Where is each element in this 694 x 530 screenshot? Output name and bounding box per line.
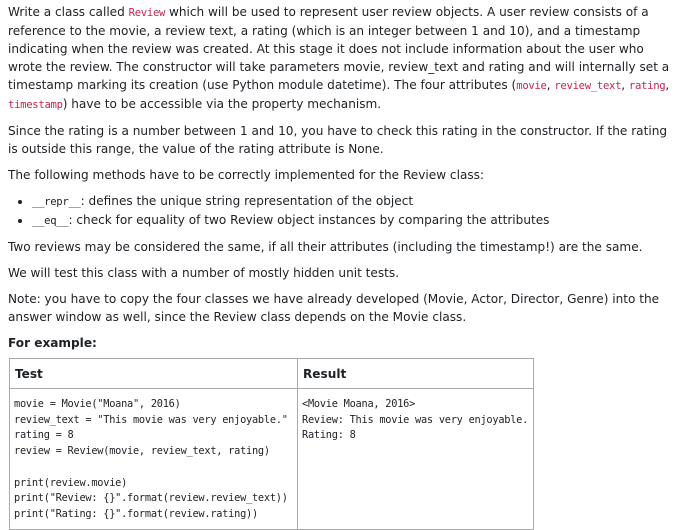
table-row xyxy=(10,389,534,530)
separator: , xyxy=(621,78,629,92)
example-heading: For example: xyxy=(8,336,97,350)
method-name: __repr__ xyxy=(32,196,81,208)
class-name-code: Review xyxy=(128,7,166,19)
intro-paragraph xyxy=(8,3,670,114)
intro-text: Write a class called xyxy=(8,5,129,19)
attr-review-text-code: review_text xyxy=(554,80,622,92)
note-paragraph: Note: you have to copy the four classes we have already developed (Movie, Actor, Director, Genre) into the answer window as well, since the Review class depends on the Movie class. xyxy=(8,292,660,324)
method-name: __eq__ xyxy=(32,215,69,227)
attr-rating-code: rating xyxy=(628,80,666,92)
list-item xyxy=(32,211,670,230)
header-test: Test xyxy=(10,359,298,389)
tests-paragraph: We will test this class with a number of mostly hidden unit tests. xyxy=(8,266,400,280)
intro-text-2: which will be used to represent user review objects. A user review consists of a reference to the movie, a review text, a rating (which is an integer between 1 and 10), and a timestamp indicating when the review was created. At this stage it does not include information about the user who wrote the review. The constructor will take parameters movie, review_text and rating and will internally set a timestamp marking its creation (use Python module datetime). The four attributes ( xyxy=(8,5,670,92)
result-code: <Movie Moana, 2016> Review: This movie was very enjoyable. Rating: 8 xyxy=(302,398,529,442)
attr-movie-code: movie xyxy=(516,80,547,92)
method-desc: : defines the unique string representation of the object xyxy=(80,194,414,208)
result-cell xyxy=(298,389,534,530)
separator: , xyxy=(665,78,670,92)
methods-list xyxy=(8,192,670,230)
header-result: Result xyxy=(298,359,534,389)
list-item xyxy=(32,192,670,211)
attr-timestamp-code: timestamp xyxy=(8,99,63,111)
methods-intro: The following methods have to be correctly implemented for the Review class: xyxy=(8,168,485,182)
separator: , xyxy=(546,78,555,92)
intro-text-3: ) have to be accessible via the property mechanism. xyxy=(62,97,382,111)
equality-paragraph: Two reviews may be considered the same, if all their attributes (including the timestamp!) are the same. xyxy=(8,240,643,254)
test-code: movie = Movie("Moana", 2016) review_text = "This movie was very enjoyable." rating = 8 review = Review(movie, review_text, rating) print(review.movie) print("Review: {}".format(review.review_text)) print("Rating: {}".format(review.rating)) xyxy=(14,398,288,520)
rating-paragraph: Since the rating is a number between 1 and 10, you have to check this rating in the constructor. If the rating is outside this range, the value of the rating attribute is None. xyxy=(8,124,668,156)
table-header-row xyxy=(10,359,534,389)
example-table xyxy=(9,358,534,530)
method-desc: : check for equality of two Review object instances by comparing the attributes xyxy=(68,213,550,227)
test-cell xyxy=(10,389,298,530)
